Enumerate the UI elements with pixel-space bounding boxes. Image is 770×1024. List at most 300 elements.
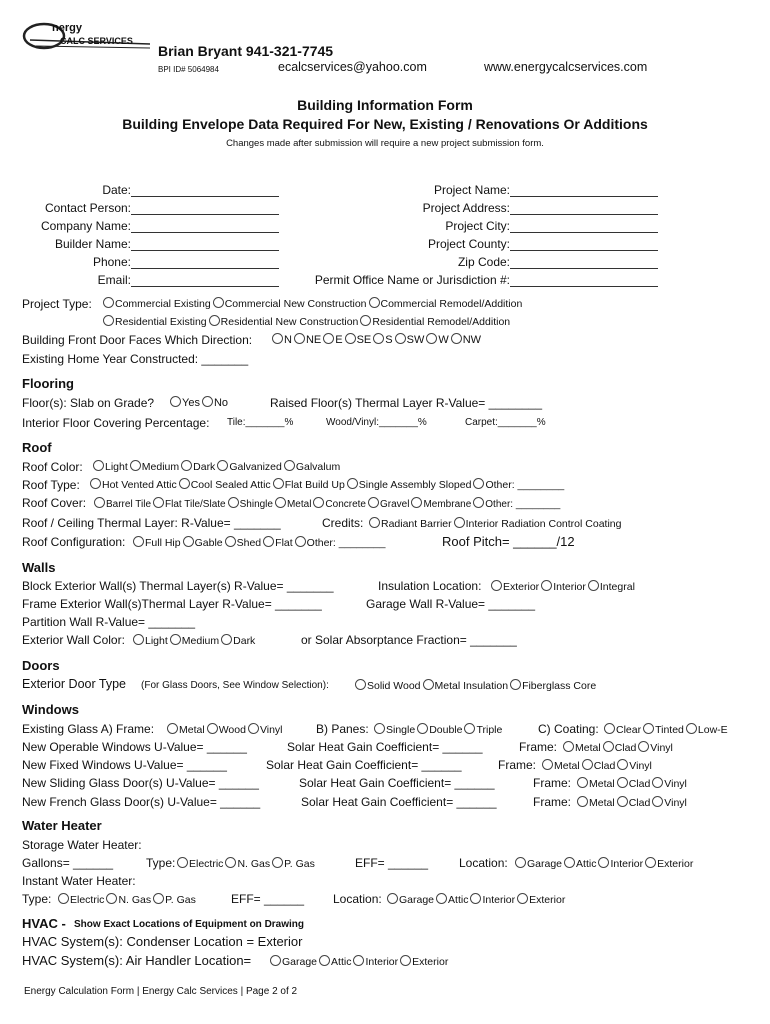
radio-circle-icon[interactable]	[58, 893, 69, 904]
contact-name-phone: Brian Bryant 941-321-7745	[158, 43, 334, 59]
radio-option[interactable]	[319, 956, 351, 968]
window-shgc-field[interactable]: Solar Heat Gain Coefficient= ______	[287, 740, 483, 754]
window-shgc-field[interactable]: Solar Heat Gain Coefficient= ______	[301, 795, 497, 809]
radio-option-label: Attic	[448, 894, 469, 906]
radio-circle-icon[interactable]	[272, 333, 283, 344]
radio-option[interactable]	[313, 499, 366, 510]
radio-option-label: Electric	[189, 858, 224, 870]
radio-option-label: Interior	[365, 956, 399, 968]
wall-color-options[interactable]	[133, 634, 257, 647]
radio-option[interactable]	[345, 334, 372, 346]
instant-type-options[interactable]	[58, 893, 198, 906]
window-frame-options[interactable]	[577, 777, 689, 790]
radio-option[interactable]	[473, 479, 564, 491]
radio-circle-icon[interactable]	[517, 893, 528, 904]
roof-type-label: Roof Type:	[22, 478, 80, 492]
contact-input-right[interactable]	[510, 239, 658, 251]
radio-circle-icon[interactable]	[491, 580, 502, 591]
radio-circle-icon[interactable]	[270, 955, 281, 966]
radio-option-label: Metal	[554, 760, 580, 772]
radio-circle-icon[interactable]	[541, 580, 552, 591]
radio-circle-icon[interactable]	[313, 497, 324, 508]
radio-circle-icon[interactable]	[436, 893, 447, 904]
carpet-field[interactable]: Carpet:_______%	[465, 417, 546, 428]
radio-option[interactable]	[177, 858, 223, 870]
radio-option[interactable]	[604, 724, 641, 736]
radio-option[interactable]	[454, 518, 622, 530]
radio-option-label: Garage	[527, 858, 563, 870]
radio-circle-icon[interactable]	[451, 333, 462, 344]
instant-eff-field[interactable]: EFF= ______	[231, 892, 305, 906]
radio-circle-icon[interactable]	[577, 777, 588, 788]
radio-circle-icon[interactable]	[577, 796, 588, 807]
radio-circle-icon[interactable]	[93, 460, 104, 471]
radio-circle-icon[interactable]	[170, 396, 181, 407]
radio-circle-icon[interactable]	[395, 333, 406, 344]
contact-label-right: Project Name:	[433, 183, 510, 197]
radio-circle-icon[interactable]	[167, 723, 178, 734]
radio-option-label: N. Gas	[118, 894, 152, 906]
insulation-label: Insulation Location:	[378, 579, 482, 593]
radio-option[interactable]	[652, 778, 687, 790]
radio-option[interactable]	[275, 499, 311, 510]
radio-option-label: Attic	[576, 858, 597, 870]
radio-option[interactable]	[272, 334, 292, 346]
coating-label: C) Coating:	[538, 722, 599, 736]
radio-option[interactable]	[369, 518, 452, 530]
radio-circle-icon[interactable]	[228, 497, 239, 508]
windows-heading: Windows	[22, 702, 79, 717]
contact-label-right: Project County:	[427, 237, 510, 251]
radio-circle-icon[interactable]	[369, 297, 380, 308]
radio-circle-icon[interactable]	[652, 777, 663, 788]
radio-option[interactable]	[577, 797, 615, 809]
radio-circle-icon[interactable]	[604, 723, 615, 734]
radio-circle-icon[interactable]	[598, 857, 609, 868]
radio-circle-icon[interactable]	[179, 478, 190, 489]
radio-option[interactable]	[374, 724, 415, 736]
radio-option-label: Residential Existing	[115, 316, 207, 328]
radio-circle-icon[interactable]	[209, 315, 220, 326]
radio-option[interactable]	[470, 894, 515, 906]
radio-circle-icon[interactable]	[473, 478, 484, 489]
radio-option[interactable]	[368, 499, 409, 510]
partition-wall-field[interactable]: Partition Wall R-Value= _______	[22, 615, 196, 629]
radio-option[interactable]	[58, 894, 104, 906]
slab-label: Floor(s): Slab on Grade?	[22, 396, 155, 410]
radio-option[interactable]	[395, 334, 425, 346]
radio-circle-icon[interactable]	[373, 333, 384, 344]
radio-circle-icon[interactable]	[153, 893, 164, 904]
radio-option[interactable]	[686, 724, 728, 736]
radio-option[interactable]	[181, 461, 215, 473]
radio-option-label: Exterior	[503, 581, 540, 593]
block-wall-field[interactable]: Block Exterior Wall(s) Thermal Layer(s) R-Value= _______	[22, 579, 334, 593]
radio-option[interactable]	[510, 680, 596, 692]
radio-option[interactable]	[295, 537, 386, 549]
radio-option-label: Light	[145, 635, 168, 647]
contact-label-left: Date:	[102, 183, 131, 197]
radio-option[interactable]	[582, 760, 616, 772]
radio-option[interactable]	[387, 894, 434, 906]
radio-circle-icon[interactable]	[295, 536, 306, 547]
radio-circle-icon[interactable]	[645, 857, 656, 868]
radio-circle-icon[interactable]	[542, 759, 553, 770]
radio-option-label: Garage	[282, 956, 318, 968]
radio-circle-icon[interactable]	[181, 460, 192, 471]
radio-circle-icon[interactable]	[686, 723, 697, 734]
radio-circle-icon[interactable]	[588, 580, 599, 591]
window-uvalue-field[interactable]: New Fixed Windows U-Value= ______	[22, 758, 227, 772]
radio-circle-icon[interactable]	[177, 857, 188, 868]
radio-option[interactable]	[617, 760, 652, 772]
header-website[interactable]: www.energycalcservices.com	[484, 60, 648, 74]
roof-thermal-field[interactable]: Roof / Ceiling Thermal Layer: R-Value= _______	[22, 516, 281, 530]
project-type-label: Project Type:	[22, 297, 92, 311]
window-shgc-field[interactable]: Solar Heat Gain Coefficient= ______	[266, 758, 462, 772]
radio-option-label: Metal	[575, 742, 601, 754]
radio-option[interactable]	[272, 858, 315, 870]
radio-option[interactable]	[248, 724, 283, 736]
radio-circle-icon[interactable]	[582, 759, 593, 770]
radio-option-label: Cool Sealed Attic	[190, 479, 271, 491]
radio-option[interactable]	[417, 724, 462, 736]
radio-option[interactable]	[221, 635, 255, 647]
radio-option[interactable]	[360, 316, 510, 328]
hvac-heading: HVAC -	[22, 916, 66, 931]
radio-option-label: Exterior	[529, 894, 566, 906]
contact-label-right: Project City:	[445, 219, 510, 233]
walls-heading: Walls	[22, 560, 56, 575]
existing-frame-options[interactable]	[167, 723, 285, 736]
radio-option[interactable]	[284, 461, 340, 473]
radio-option-label: Concrete	[325, 499, 366, 510]
window-uvalue-field[interactable]: New Operable Windows U-Value= ______	[22, 740, 247, 754]
radio-circle-icon[interactable]	[345, 333, 356, 344]
radio-option[interactable]	[464, 724, 502, 736]
radio-option-label: Interior Radiation Control Coating	[465, 518, 622, 530]
storage-location-options[interactable]	[515, 857, 695, 870]
radio-option[interactable]	[294, 334, 321, 346]
contact-label-right: Permit Office Name or Jurisdiction #:	[314, 273, 510, 287]
radio-option[interactable]	[617, 797, 651, 809]
radio-option[interactable]	[515, 858, 562, 870]
header-email[interactable]: ecalcservices@yahoo.com	[278, 60, 427, 74]
radio-option-label: Clad	[628, 778, 651, 790]
door-note: (For Glass Doors, See Window Selection):	[141, 680, 329, 691]
contact-input-right[interactable]	[510, 257, 658, 269]
roof-color-options[interactable]	[93, 460, 342, 473]
radio-option[interactable]	[207, 724, 246, 736]
radio-option-label: Interior	[553, 581, 586, 593]
radio-circle-icon[interactable]	[563, 741, 574, 752]
window-uvalue-field[interactable]: New Sliding Glass Door(s) U-Value= ______	[22, 776, 259, 790]
radio-option[interactable]	[369, 298, 523, 310]
radio-option[interactable]	[270, 956, 317, 968]
radio-circle-icon[interactable]	[643, 723, 654, 734]
radio-option-label: Interior	[610, 858, 644, 870]
radio-circle-icon[interactable]	[106, 893, 117, 904]
contact-label-left: Company Name:	[40, 219, 131, 233]
radio-option[interactable]	[179, 479, 271, 491]
form-title: Building Information Form	[297, 97, 473, 113]
insulation-options[interactable]	[491, 580, 637, 593]
radio-option[interactable]	[638, 742, 673, 754]
radio-option[interactable]	[153, 499, 226, 510]
radio-circle-icon[interactable]	[387, 893, 398, 904]
radio-option-label: Garage	[399, 894, 435, 906]
radio-option[interactable]	[643, 724, 684, 736]
contact-input-right[interactable]	[510, 221, 658, 233]
radio-option[interactable]	[436, 894, 468, 906]
radio-circle-icon[interactable]	[207, 723, 218, 734]
radio-option-label: Flat Tile/Slate	[165, 499, 226, 510]
radio-circle-icon[interactable]	[353, 955, 364, 966]
radio-circle-icon[interactable]	[515, 857, 526, 868]
radio-circle-icon[interactable]	[368, 497, 379, 508]
radio-option-label: W	[438, 334, 449, 346]
radio-option-label: Commercial Existing	[115, 298, 211, 310]
radio-circle-icon[interactable]	[248, 723, 259, 734]
radio-circle-icon[interactable]	[94, 497, 105, 508]
radio-option[interactable]	[133, 635, 168, 647]
radio-option[interactable]	[451, 334, 481, 346]
radio-option[interactable]	[542, 760, 580, 772]
radio-option[interactable]	[517, 894, 565, 906]
radio-circle-icon[interactable]	[603, 741, 614, 752]
radio-option-label: Tinted	[655, 724, 684, 736]
radio-circle-icon[interactable]	[426, 333, 437, 344]
radio-option[interactable]	[541, 581, 586, 593]
radio-option[interactable]	[202, 397, 228, 409]
tile-field[interactable]: Tile:_______%	[227, 417, 294, 428]
radio-option[interactable]	[400, 956, 448, 968]
doors-heading: Doors	[22, 658, 60, 673]
radio-option[interactable]	[347, 479, 472, 491]
radio-option[interactable]	[106, 894, 151, 906]
radio-option[interactable]	[598, 858, 643, 870]
radio-option-label: Dark	[233, 635, 256, 647]
radio-circle-icon[interactable]	[183, 536, 194, 547]
radio-option[interactable]	[373, 334, 392, 346]
radio-circle-icon[interactable]	[153, 497, 164, 508]
radio-circle-icon[interactable]	[423, 679, 434, 690]
radio-circle-icon[interactable]	[652, 796, 663, 807]
window-frame-options[interactable]	[563, 741, 675, 754]
logo-text-calc: CALC SERVICES	[60, 36, 133, 46]
flooring-heading: Flooring	[22, 376, 74, 391]
gallons-field[interactable]: Gallons= ______	[22, 856, 114, 870]
door-type-options[interactable]	[355, 679, 598, 692]
credits-options[interactable]	[369, 517, 623, 530]
radio-circle-icon[interactable]	[103, 297, 114, 308]
radio-option-label: Solid Wood	[367, 680, 421, 692]
radio-option-label: NE	[305, 334, 322, 346]
radio-option[interactable]	[617, 778, 651, 790]
radio-circle-icon[interactable]	[284, 460, 295, 471]
radio-option[interactable]	[167, 724, 205, 736]
radio-option[interactable]	[225, 858, 270, 870]
contact-input-right[interactable]	[510, 185, 658, 197]
radio-circle-icon[interactable]	[617, 796, 628, 807]
radio-option-label: Clad	[628, 797, 651, 809]
wood-field[interactable]: Wood/Vinyl:_______%	[326, 417, 427, 428]
radio-option[interactable]	[170, 397, 200, 409]
radio-option[interactable]	[491, 581, 539, 593]
radio-option[interactable]	[263, 537, 293, 549]
radio-circle-icon[interactable]	[133, 634, 144, 645]
radio-circle-icon[interactable]	[473, 497, 484, 508]
radio-circle-icon[interactable]	[638, 741, 649, 752]
radio-option-label: Shed	[236, 537, 262, 549]
radio-circle-icon[interactable]	[360, 315, 371, 326]
radio-circle-icon[interactable]	[273, 478, 284, 489]
instant-location-options[interactable]	[387, 893, 567, 906]
logo-text-energy: nergy	[52, 22, 82, 34]
roof-cover-options[interactable]	[94, 497, 562, 510]
radio-option[interactable]	[133, 537, 181, 549]
radio-option-label: P. Gas	[165, 894, 196, 906]
radio-option[interactable]	[564, 858, 596, 870]
radio-circle-icon[interactable]	[347, 478, 358, 489]
roof-config-options[interactable]	[133, 536, 387, 549]
window-shgc-field[interactable]: Solar Heat Gain Coefficient= ______	[299, 776, 495, 790]
radio-option[interactable]	[353, 956, 398, 968]
radio-circle-icon[interactable]	[617, 759, 628, 770]
slab-options[interactable]	[170, 396, 230, 409]
radio-circle-icon[interactable]	[170, 634, 181, 645]
radio-option[interactable]	[273, 479, 345, 491]
window-frame-options[interactable]	[542, 759, 654, 772]
garage-wall-field[interactable]: Garage Wall R-Value= _______	[366, 597, 536, 611]
radio-option[interactable]	[170, 635, 219, 647]
front-door-options[interactable]	[272, 333, 483, 346]
coating-options[interactable]	[604, 723, 730, 736]
radio-circle-icon[interactable]	[225, 857, 236, 868]
radio-option[interactable]	[473, 499, 560, 510]
radio-option[interactable]	[603, 742, 637, 754]
radio-circle-icon[interactable]	[133, 536, 144, 547]
radio-circle-icon[interactable]	[319, 955, 330, 966]
radio-option[interactable]	[645, 858, 693, 870]
contact-input-right[interactable]	[510, 275, 658, 287]
radio-option[interactable]	[103, 298, 211, 310]
radio-option[interactable]	[426, 334, 448, 346]
radio-circle-icon[interactable]	[213, 297, 224, 308]
radio-option-label: Double	[429, 724, 463, 736]
radio-option[interactable]	[130, 461, 179, 473]
covering-label: Interior Floor Covering Percentage:	[22, 416, 210, 430]
project-type-row1[interactable]	[103, 297, 524, 310]
radio-circle-icon[interactable]	[225, 536, 236, 547]
radio-option-label: Electric	[70, 894, 105, 906]
radio-circle-icon[interactable]	[411, 497, 422, 508]
radio-circle-icon[interactable]	[374, 723, 385, 734]
radio-option[interactable]	[103, 316, 207, 328]
radio-circle-icon[interactable]	[275, 497, 286, 508]
storage-type-options[interactable]	[177, 857, 317, 870]
radio-circle-icon[interactable]	[617, 777, 628, 788]
radio-option[interactable]	[423, 680, 509, 692]
radio-option-label: Gravel	[380, 499, 410, 510]
radio-option[interactable]	[183, 537, 223, 549]
radio-option[interactable]	[213, 298, 367, 310]
radio-circle-icon[interactable]	[103, 315, 114, 326]
radio-option-label: Other: ________	[306, 537, 386, 549]
window-frame-options[interactable]	[577, 796, 689, 809]
window-uvalue-field[interactable]: New French Glass Door(s) U-Value= ______	[22, 795, 261, 809]
radio-circle-icon[interactable]	[202, 396, 213, 407]
radio-circle-icon[interactable]	[355, 679, 366, 690]
radio-option[interactable]	[652, 797, 687, 809]
radio-option-label: Attic	[331, 956, 352, 968]
frame-wall-field[interactable]: Frame Exterior Wall(s)Thermal Layer R-Value= _______	[22, 597, 322, 611]
roof-pitch-field[interactable]: Roof Pitch= ______/12	[442, 534, 575, 549]
radio-circle-icon[interactable]	[217, 460, 228, 471]
roof-config-label: Roof Configuration:	[22, 535, 126, 549]
radio-option[interactable]	[411, 499, 471, 510]
radio-circle-icon[interactable]	[417, 723, 428, 734]
radio-option[interactable]	[225, 537, 262, 549]
radio-option[interactable]	[228, 499, 273, 510]
radio-circle-icon[interactable]	[470, 893, 481, 904]
radio-circle-icon[interactable]	[294, 333, 305, 344]
radio-option[interactable]	[94, 499, 151, 510]
solar-absorptance-field[interactable]: or Solar Absorptance Fraction= _______	[301, 633, 517, 647]
radio-option-label: Yes	[182, 397, 200, 409]
radio-option[interactable]	[93, 461, 128, 473]
radio-circle-icon[interactable]	[564, 857, 575, 868]
roof-cover-label: Roof Cover:	[22, 496, 87, 510]
radio-option[interactable]	[209, 316, 359, 328]
radio-circle-icon[interactable]	[221, 634, 232, 645]
radio-option-label: Residential New Construction	[220, 316, 359, 328]
panes-options[interactable]	[374, 723, 504, 736]
raised-floor-field[interactable]: Raised Floor(s) Thermal Layer R-Value= ________	[270, 396, 543, 410]
hvac-air-handler-options[interactable]	[270, 955, 450, 968]
radio-option[interactable]	[577, 778, 615, 790]
radio-circle-icon[interactable]	[263, 536, 274, 547]
radio-circle-icon[interactable]	[464, 723, 475, 734]
radio-circle-icon[interactable]	[323, 333, 334, 344]
radio-option[interactable]	[563, 742, 601, 754]
radio-circle-icon[interactable]	[90, 478, 101, 489]
radio-option[interactable]	[355, 680, 421, 692]
radio-option-label: N. Gas	[237, 858, 271, 870]
radio-option-label: Interior	[482, 894, 516, 906]
radio-option[interactable]	[217, 461, 282, 473]
storage-eff-field[interactable]: EFF= ______	[355, 856, 429, 870]
radio-circle-icon[interactable]	[272, 857, 283, 868]
radio-circle-icon[interactable]	[454, 517, 465, 528]
home-year-field[interactable]: Existing Home Year Constructed: _______	[22, 352, 249, 366]
radio-option[interactable]	[90, 479, 177, 491]
radio-circle-icon[interactable]	[400, 955, 411, 966]
contact-input-right[interactable]	[510, 203, 658, 215]
radio-option-label: Fiberglass Core	[522, 680, 597, 692]
radio-circle-icon[interactable]	[130, 460, 141, 471]
project-type-row2[interactable]	[103, 315, 512, 328]
radio-option[interactable]	[153, 894, 196, 906]
radio-option[interactable]	[323, 334, 342, 346]
radio-option-label: Residential Remodel/Addition	[372, 316, 511, 328]
roof-color-label: Roof Color:	[22, 460, 83, 474]
radio-circle-icon[interactable]	[369, 517, 380, 528]
radio-circle-icon[interactable]	[510, 679, 521, 690]
radio-option[interactable]	[588, 581, 635, 593]
roof-type-options[interactable]	[90, 478, 566, 491]
form-subtitle: Building Envelope Data Required For New, Existing / Renovations Or Additions	[122, 116, 648, 132]
